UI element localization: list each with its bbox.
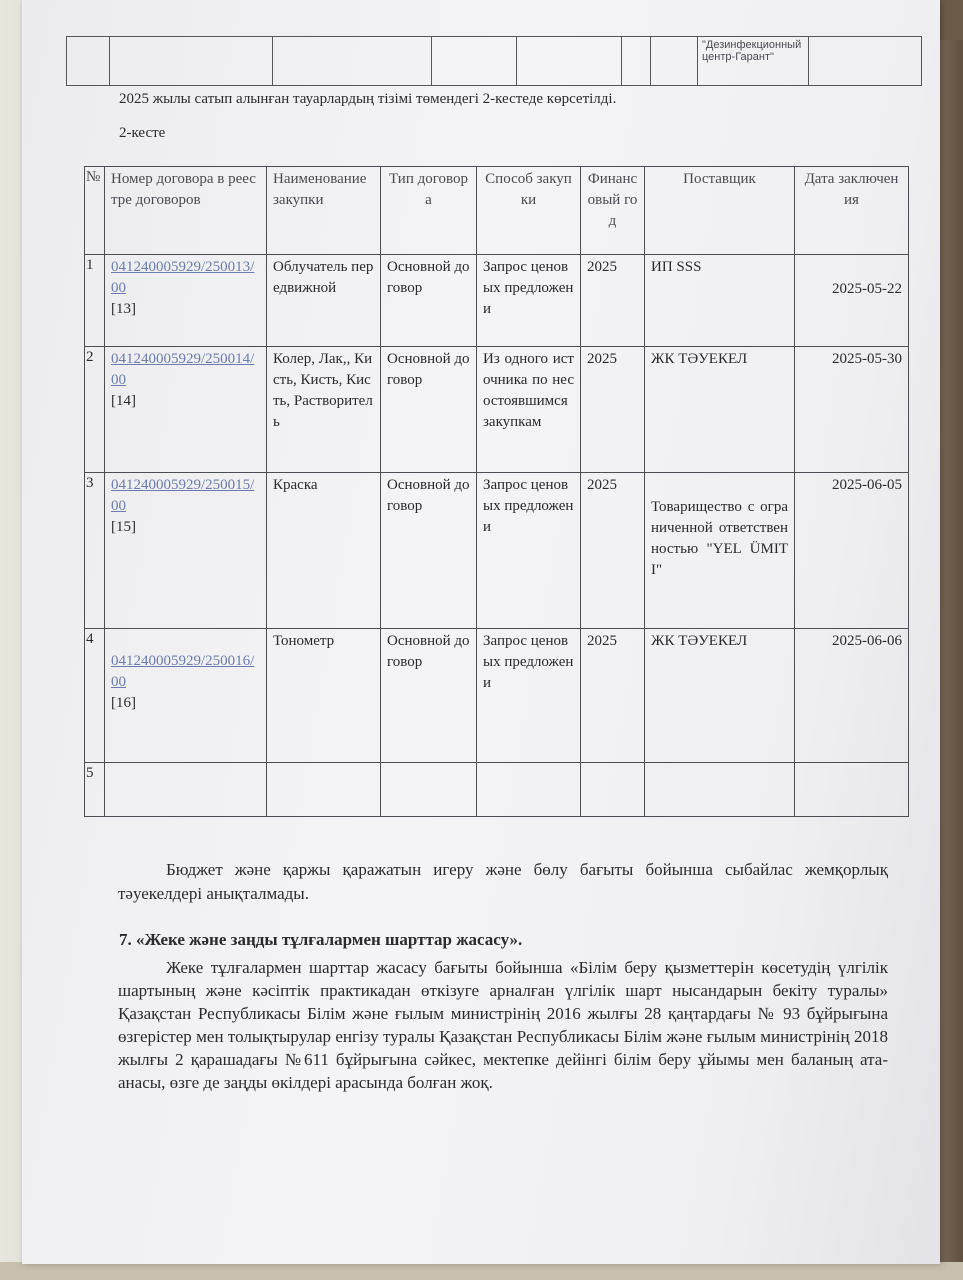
- purchases-table: [84, 166, 909, 817]
- fragment-supplier-cell: "Дезинфекционный центр-Гарант": [698, 37, 809, 86]
- contract-ref: [16]: [111, 695, 136, 711]
- purchase-method: Запрос ценовых предложени: [477, 473, 581, 629]
- conclusion-date: 2025-05-22: [795, 255, 909, 347]
- contract-cell: [105, 629, 267, 763]
- intro-text: 2025 жылы сатып алынған тауарлардың тізімі төмендегі 2-кестеде көрсетілді.: [119, 91, 617, 107]
- header-number: №: [85, 167, 105, 255]
- fiscal-year: 2025: [581, 255, 645, 347]
- table-caption: 2-кесте: [119, 125, 166, 141]
- contract-type: Основной договор: [381, 629, 477, 763]
- contract-type: Основной договор: [381, 473, 477, 629]
- table-row: [85, 763, 909, 817]
- contract-ref: [14]: [111, 393, 136, 409]
- header-contract-number: Номер договора в реестре договоров: [105, 167, 267, 255]
- supplier: ЖК ТӘУЕКЕЛ: [645, 629, 795, 763]
- contract-type: Основной договор: [381, 347, 477, 473]
- contract-cell: [105, 473, 267, 629]
- conclusion-date: 2025-06-06: [795, 629, 909, 763]
- table-row: [85, 629, 909, 763]
- fiscal-year: [581, 763, 645, 817]
- contract-type: [381, 763, 477, 817]
- purchase-method: Запрос ценовых предложени: [477, 255, 581, 347]
- row-number: 2: [85, 347, 105, 473]
- table-header-row: [85, 167, 909, 255]
- header-purchase-method: Способ закупки: [477, 167, 581, 255]
- contract-type: Основной договор: [381, 255, 477, 347]
- contract-cell: [105, 763, 267, 817]
- supplier: [645, 763, 795, 817]
- purchase-name: [267, 763, 381, 817]
- contract-link[interactable]: 041240005929/250016/00: [111, 653, 255, 690]
- purchase-name: Колер, Лак,, Кисть, Кисть, Кисть, Растворитель: [267, 347, 381, 473]
- header-fiscal-year: Финансовый год: [581, 167, 645, 255]
- supplier: Товарищество с ограниченной ответственностью "YEL ÜMITI": [645, 473, 795, 629]
- row-number: 3: [85, 473, 105, 629]
- contract-cell: [105, 347, 267, 473]
- row-number: 4: [85, 629, 105, 763]
- purchase-name: Краска: [267, 473, 381, 629]
- contract-link[interactable]: 041240005929/250013/00: [111, 259, 255, 296]
- table-row: [85, 473, 909, 629]
- fiscal-year: 2025: [581, 629, 645, 763]
- purchase-method: Запрос ценовых предложени: [477, 629, 581, 763]
- paragraph-budget: Бюджет және қаржы қаражатын игеру және бөлу бағыты бойынша сыбайлас жемқорлық тәуекелдері анықталмады.: [118, 860, 888, 903]
- supplier: ИП SSS: [645, 255, 795, 347]
- header-conclusion-date: Дата заключения: [795, 167, 909, 255]
- contract-ref: [13]: [111, 301, 136, 317]
- purchase-name: Облучатель передвижной: [267, 255, 381, 347]
- purchase-method: [477, 763, 581, 817]
- section-heading: 7. «Жеке және заңды тұлғалармен шарттар жасасу».: [119, 930, 523, 949]
- previous-table-fragment: [66, 36, 922, 86]
- contract-ref: [15]: [111, 519, 136, 535]
- contract-link[interactable]: 041240005929/250014/00: [111, 351, 255, 388]
- table-row: [67, 37, 922, 86]
- conclusion-date: 2025-05-30: [795, 347, 909, 473]
- supplier: ЖК ТӘУЕКЕЛ: [645, 347, 795, 473]
- table-row: [85, 255, 909, 347]
- header-purchase-name: Наименование закупки: [267, 167, 381, 255]
- header-contract-type: Тип договора: [381, 167, 477, 255]
- purchase-method: Из одного источника по несостоявшимся закупкам: [477, 347, 581, 473]
- row-number: 1: [85, 255, 105, 347]
- contract-link[interactable]: 041240005929/250015/00: [111, 477, 255, 514]
- paragraph-contracts: Жеке тұлғалармен шарттар жасасу бағыты бойынша «Білім беру қызметтерін көсетудің үлгілік шартының және кәсіптік практикадан өткізуге арналған үлгілік шарт нысандарын бекіту туралы» Қазақстан Республикасы Білім және ғылым министрінің 2016 жылғы 28 қаңтардағы № 93 бұйрығына өзгерістер мен толықтырулар енгізу туралы Қазақстан Республикасы Білім және ғылым министрінің 2018 жылғы 2 қарашадағы №611 бұйрығына сәйкес, мектепке дейінгі білім беру ұйымы мен баланың ата-анасы, өзге де заңды өкілдері арасында болған жоқ.: [118, 958, 888, 1092]
- purchase-name: Тонометр: [267, 629, 381, 763]
- table-row: [85, 347, 909, 473]
- conclusion-date: [795, 763, 909, 817]
- contract-cell: [105, 255, 267, 347]
- row-number: 5: [85, 763, 105, 817]
- header-supplier: Поставщик: [645, 167, 795, 255]
- conclusion-date: 2025-06-05: [795, 473, 909, 629]
- background-bottom: [0, 1262, 963, 1280]
- fiscal-year: 2025: [581, 473, 645, 629]
- fiscal-year: 2025: [581, 347, 645, 473]
